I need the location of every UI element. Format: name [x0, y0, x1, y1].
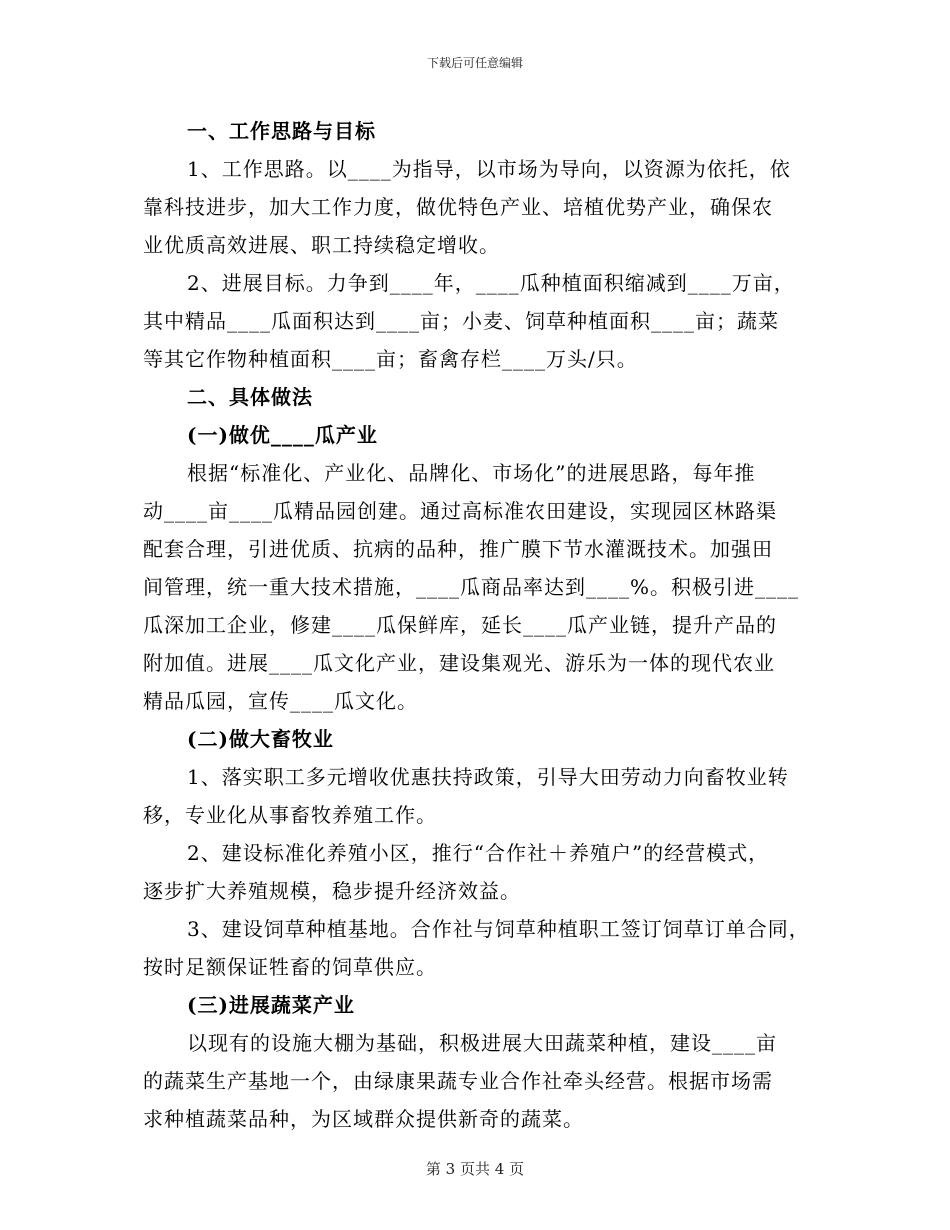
subsection-heading: (三)进展蔬菜产业	[187, 993, 355, 1017]
paragraph-line: 业优质高效进展、职工持续稳定增收。	[143, 233, 500, 257]
paragraph-line: 动____亩____瓜精品园创建。通过高标准农田建设，实现园区林路渠	[143, 499, 777, 523]
section-heading: 二、具体做法	[187, 385, 313, 409]
subsection-heading: (一)做优____瓜产业	[187, 423, 378, 447]
paragraph-line: 瓜深加工企业，修建____瓜保鲜库，延长____瓜产业链，提升产品的	[143, 613, 777, 637]
paragraph-line: 间管理，统一重大技术措施，____瓜商品率达到____%。积极引进____	[143, 575, 800, 599]
paragraph-line: 等其它作物种植面积____亩；畜禽存栏____万头/只。	[143, 347, 638, 371]
paragraph-line: 按时足额保证牲畜的饲草供应。	[143, 955, 437, 979]
paragraph-line: 逐步扩大养殖规模，稳步提升经济效益。	[143, 879, 521, 903]
paragraph-line: 2、进展目标。力争到____年，____瓜种植面积缩减到____万亩，	[187, 271, 795, 295]
paragraph-line: 求种植蔬菜品种，为区域群众提供新奇的蔬菜。	[143, 1107, 584, 1131]
paragraph-line: 根据“标准化、产业化、品牌化、市场化”的进展思路，每年推	[187, 461, 756, 485]
paragraph-line: 2、建设标准化养殖小区，推行“合作社＋养殖户”的经营模式，	[187, 841, 770, 865]
paragraph-line: 1、工作思路。以____为指导，以市场为导向，以资源为依托，依	[187, 157, 791, 181]
page-footer: 第 3 页共 4 页	[425, 1160, 525, 1178]
paragraph-line: 的蔬菜生产基地一个，由绿康果蔬专业合作社牵头经营。根据市场需	[143, 1069, 773, 1093]
page-header: 下载后可任意编辑	[426, 56, 523, 70]
paragraph-line: 3、建设饲草种植基地。合作社与饲草种植职工签订饲草订单合同，	[187, 917, 810, 941]
subsection-heading: (二)做大畜牧业	[187, 727, 334, 751]
paragraph-line: 1、落实职工多元增收优惠扶持政策，引导大田劳动力向畜牧业转	[187, 765, 789, 789]
paragraph-line: 配套合理，引进优质、抗病的品种，推广膜下节水灌溉技术。加强田	[143, 537, 773, 561]
paragraph-line: 其中精品____瓜面积达到____亩；小麦、饲草种植面积____亩；蔬菜	[143, 309, 779, 333]
document-body	[143, 112, 813, 1138]
paragraph-line: 精品瓜园，宣传____瓜文化。	[143, 689, 418, 713]
paragraph-line: 附加值。进展____瓜文化产业，建设集观光、游乐为一体的现代农业	[143, 651, 775, 675]
paragraph-line: 移，专业化从事畜牧养殖工作。	[143, 803, 437, 827]
paragraph-line: 靠科技进步，加大工作力度，做优特色产业、培植优势产业，确保农	[143, 195, 773, 219]
section-heading: 一、工作思路与目标	[187, 119, 376, 143]
paragraph-line: 以现有的设施大棚为基础，积极进展大田蔬菜种植，建设____亩	[187, 1031, 777, 1055]
